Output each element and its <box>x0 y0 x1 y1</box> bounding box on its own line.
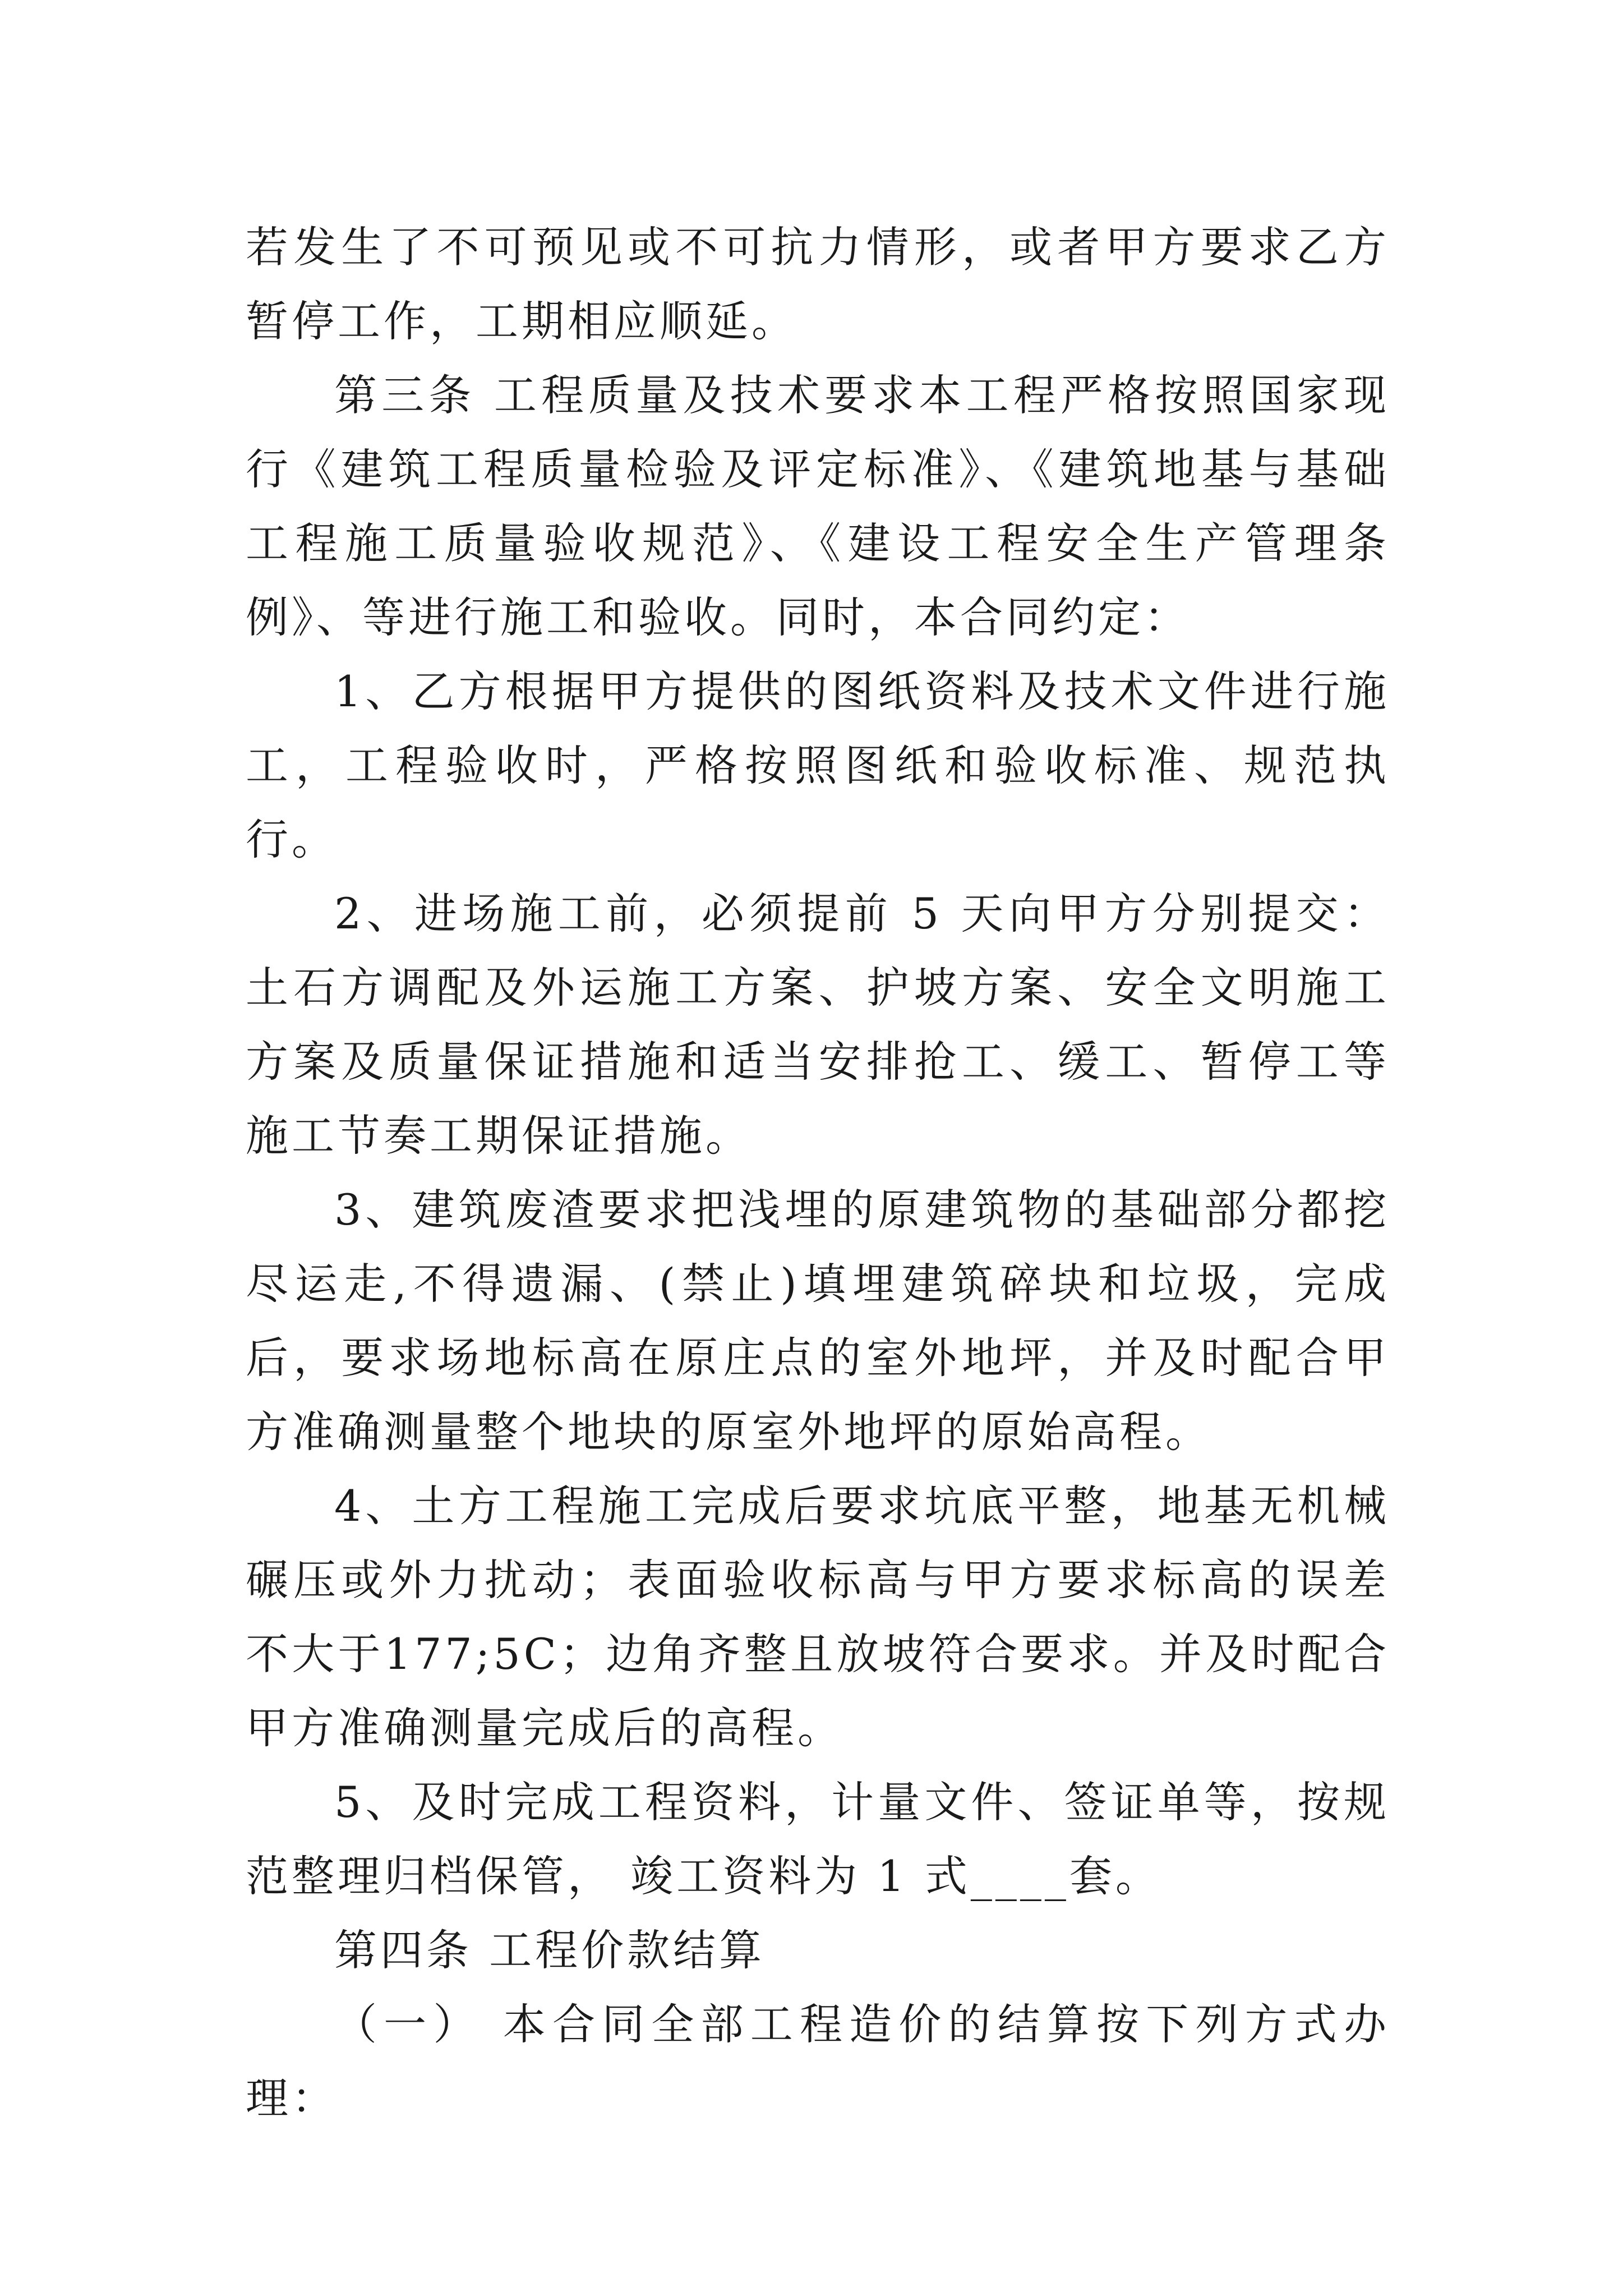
document-body <box>246 210 1390 2136</box>
paragraph-item-2: 2、进场施工前，必须提前 5 天向甲方分别提交：土石方调配及外运施工方案、护坡方案、安全文明施工方案及质量保证措施和适当安排抢工、缓工、暂停工等施工节奏工期保证措施。 <box>246 889 1390 1161</box>
paragraph-item-1: 1、乙方根据甲方提供的图纸资料及技术文件进行施工，工程验收时，严格按照图纸和验收标准、规范执行。 <box>246 666 1390 864</box>
paragraph-continuation: 若发生了不可预见或不可抗力情形，或者甲方要求乙方暂停工作，工期相应顺延。 <box>246 222 1390 346</box>
paragraph-item-4: 4、土方工程施工完成后要求坑底平整，地基无机械碾压或外力扰动；表面验收标高与甲方要求标高的误差不大于177;5C；边角齐整且放坡符合要求。并及时配合甲方准确测量完成后的高程。 <box>246 1481 1390 1753</box>
paragraph-item-3: 3、建筑废渣要求把浅埋的原建筑物的基础部分都挖尽运走,不得遗漏、(禁止)填埋建筑碎块和垃圾，完成后，要求场地标高在原庄点的室外地坪，并及时配合甲方准确测量整个地块的原室外地坪的原始高程。 <box>246 1185 1390 1457</box>
paragraph-subitem-1: （一） 本合同全部工程造价的结算按下列方式办理： <box>246 1999 1390 2123</box>
paragraph-article-three: 第三条 工程质量及技术要求本工程严格按照国家现行《建筑工程质量检验及评定标准》、《建筑地基与基础工程施工质量验收规范》、《建设工程安全生产管理条例》、等进行施工和验收。同时，本合同约定： <box>246 370 1390 642</box>
article-four-heading: 第四条 工程价款结算 <box>334 1925 766 1975</box>
paragraph-item-5: 5、及时完成工程资料，计量文件、签证单等，按规范整理归档保管， 竣工资料为 1 式____套。 <box>246 1777 1390 1901</box>
